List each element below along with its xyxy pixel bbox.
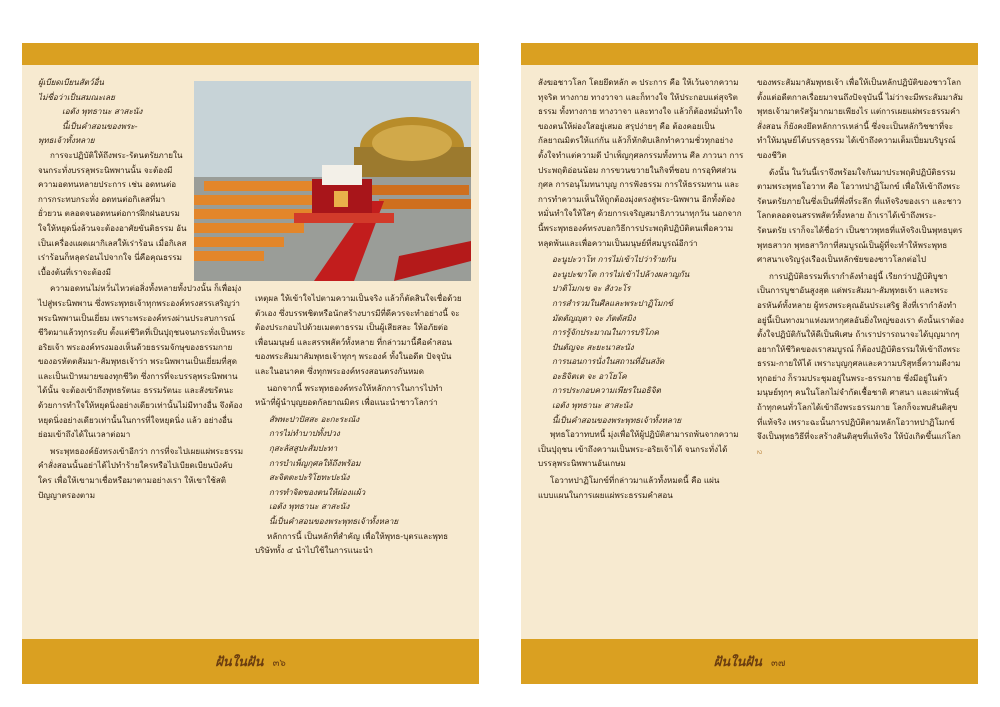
body-paragraph: พุทธโอวาทบทนี้ มุ่งเพื่อให้ผู้ปฏิบัติสามารถพ้นจากความเป็นปุถุชน เข้าถึงความเป็นพระ-อริยเจ้าได้ จนกระทั่งได้บรรลุพระนิพพานอันเกษม bbox=[538, 429, 739, 469]
caption-line: ผู้เบียดเบียนสัตว์อื่น bbox=[38, 77, 104, 87]
verse-line: นี้เป็นคำสอนของพระพุทธเจ้าทั้งหลาย bbox=[552, 414, 682, 425]
verse-line: เอตัง พุทธานะ สาสะนัง bbox=[269, 501, 350, 512]
verse-line: อะนูปะฆาโต การไม่เข้าไปล้างผลาญกัน bbox=[552, 268, 690, 279]
verse-line: มัตตัญญุตา จะ ภัตตัสมิง bbox=[552, 312, 636, 323]
verse-line: อะนูปะวาโท การไม่เข้าไปว่าร้ายกัน bbox=[552, 254, 676, 265]
top-band bbox=[521, 43, 978, 65]
body-paragraph bbox=[757, 269, 965, 459]
left-page bbox=[22, 43, 479, 684]
caption-line: นี้เป็นคำสอนของพระ- bbox=[62, 120, 138, 131]
verse-line: นี้เป็นคำสอนของพระพุทธเจ้าทั้งหลาย bbox=[269, 515, 399, 526]
verse-line: สะจิตตะปะริโยทะปะนัง bbox=[269, 472, 350, 483]
caption-line: ไม่ชื่อว่าเป็นสมณะเลย bbox=[38, 91, 115, 102]
body-paragraph: การจะปฏิบัติให้ถึงพระ-รัตนตรัยภายใน จนกระทั่งบรรลุพระนิพพานนั้น จะต้องมีความอดทนหลายประการ เช่น อดทนต่อการกระทบกระทั่ง อดทนต่อกิเลสที่มายั่วยวน ตลอดจนอดทนต่อการฝึกฝนอบรมใจให้หยุดนิ่งล้วนจะต้องอาศัยขันติธรรม อันเป็นเครื่องแผดเผากิเลสให้เร่าร้อน เมื่อกิเลสเร่าร้อนก็หลุดร่อนไปจากใจ นี่คือคุณธรรมเบื้องต้นที่เราจะต้องมี bbox=[38, 149, 187, 277]
caption-line: เอตัง พุทธานะ สาสะนัง bbox=[62, 106, 143, 117]
verse-line: การนอนการนั่งในสถานที่อันสงัด bbox=[552, 356, 665, 367]
body-paragraph: เหตุผล ให้เข้าใจไปตามความเป็นจริง แล้วก็ตัดสินใจเชื่อด้วยตัวเอง ซึ่งบรรพชิตหรือนักสร้างบารมีที่ดีควรจะทำอย่างนี้ จะต้องประกอบไปด้วยเมตตาธรรม เป็นผู้เสียสละ ให้อภัยต่อเพื่อนมนุษย์ และสรรพสัตว์ทั้งหลาย ที่กล่าวมานี้คือคำสอนของพระสัมมาสัมพุทธเจ้าทุกๆ พระองค์ ทั้งในอดีต ปัจจุบัน และในอนาคต ซึ่งทุกพระองค์ทรงสอนตรงกันหมด bbox=[255, 293, 462, 376]
footer-logo: ฝันในฝัน bbox=[713, 655, 762, 670]
footer-logo: ฝันในฝัน bbox=[215, 655, 264, 670]
verse-line: ปันตัญจะ สะยะนาสะนัง bbox=[552, 341, 634, 352]
left-column-1 bbox=[38, 75, 246, 504]
body-text: การปฏิบัติธรรมที่เรากำลังทำอยู่นี้ เรียกว่าปฏิบัติบูชา เป็นการบูชาอันสูงสุด แด่พระสัมมา-สัมพุทธเจ้า และพระอรหันต์ทั้งหลาย ผู้ทรงพระคุณอันประเสริฐ สิ่งที่เรากำลังทำอยู่นี้เป็นทางมาแห่งมหากุศลอันยิ่งใหญ่ของเรา ดังนั้นเราต้องตั้งใจปฏิบัติกันให้ดีเป็นพิเศษ ถ้าเราปรารถนาจะได้บุญมากๆ อยากให้ชีวิตของเราสมบูรณ์ ก็ต้องปฏิบัติธรรมให้เข้าถึงพระธรรม-กายให้ได้ เพราะบุญกุศลและความบริสุทธิ์ความดีงามทุกอย่าง ก็รวมประชุมอยู่ในพระ-ธรรมกาย ซึ่งมีอยู่ในตัวมนุษย์ทุกๆ คนในโลกไม่จำกัดเชื้อชาติ ศาสนา และเผ่าพันธุ์ ถ้าทุกคนทั่วโลกได้เข้าถึงพระธรรมกาย โลกก็จะพบสันติสุขที่แท้จริง เพราะฉะนั้นการปฏิบัติตามหลักโอวาทปาฏิโมกข์ จึงเป็นพุทธวิธีที่จะสร้างสันติสุขที่แท้จริง ให้บังเกิดขึ้นแก่โลก bbox=[757, 270, 964, 442]
verse-line: การบำเพ็ญกุศลให้ถึงพร้อม bbox=[269, 457, 361, 468]
verse-line: ปาติโมกเข จะ สังวะโร bbox=[552, 283, 631, 294]
body-paragraph: สังฆอชาวโลก โดยยึดหลัก ๓ ประการ คือ ให้เว้นจากความทุจริต ทางกาย ทางวาจา และก็ทางใจ ให้ประกอบแต่สุจริตธรรม ทั้งทางกาย ทางวาจา และทางใจ แล้วก็ต้องหมั่นทำใจของตนให้ผ่องใสอยู่เสมอ สรุปง่ายๆ คือ ต้องคอยเป็นกัลยาณมิตรให้แก่กัน แล้วก็หักดิบเลิกทำความชั่วทุกอย่าง ตั้งใจทำแต่ความดี บำเพ็ญกุศลกรรมทั้งทาน ศีล ภาวนา การประพฤติอ่อนน้อม การขวนขวายในกิจที่ชอบ การอุทิศส่วนกุศล การอนุโมทนาบุญ การฟังธรรม การให้ธรรมทาน และการทำความเห็นให้ถูกต้องมุ่งตรงสู่พระ-นิพพาน อีกทั้งต้องหมั่นทำใจให้ใสๆ ด้วยการเจริญสมาธิภาวนาทุกวัน นอกจากนี้พระพุทธองค์ทรงบอกวิธีการประพฤติปฏิบัติตนเพื่อความหลุดพ้นและเพื่อความเป็นมนุษย์ที่สมบูรณ์อีกว่า bbox=[538, 77, 744, 248]
page-number: ๓๖ bbox=[272, 658, 286, 669]
body-paragraph: พระพุทธองค์ยังทรงเข้าอีกว่า การที่จะไปเผยแผ่พระธรรมคำสั่งสอนนั้นอย่าได้ไปทำร้ายใครหรือไปเบียดเบียนบังคับใคร เพื่อให้เขามาเชื่อหรือมาตามอย่างเรา ให้เขาใช้สติปัญญาตรองตาม bbox=[38, 445, 244, 500]
top-band bbox=[22, 43, 479, 65]
end-ornament-icon: ꩳ bbox=[757, 445, 763, 456]
verse-block bbox=[552, 252, 746, 427]
body-paragraph: โอวาทปาฏิโมกข์ที่กล่าวมาแล้วทั้งหมดนี้ คือ แผ่นแบบแผนในการเผยแผ่พระธรรมคำสอน bbox=[538, 475, 720, 500]
body-paragraph: นอกจากนี้ พระพุทธองค์ทรงให้หลักการในการไปทำหน้าที่ผู้นำบุญยอดกัลยาณมิตร เพื่อแนะนำชาวโลกว่า bbox=[255, 382, 443, 408]
verse-block bbox=[269, 412, 463, 529]
body-paragraph: ความอดทนไม่หวั่นไหวต่อสิ่งทั้งหลายทั้งปวงนั้น ก็เพื่อมุ่งไปสู่พระนิพพาน ซึ่งพระพุทธเจ้าทุกพระองค์ทรงสรรเสริญว่า พระนิพพานเป็นเยี่ยม เพราะพระองค์ทรงผ่านประสบการณ์ชีวิตมาแล้วทุกระดับ ตั้งแต่ชีวิตที่เป็นปุถุชนจนกระทั่งเป็นพระอริยเจ้า พระองค์ทรงมองเห็นด้วยธรรมจักษุของธรรมกายของอรหัตตสัมมา-สัมพุทธเจ้าว่า พระนิพพานเป็นเยี่ยมที่สุด และเป็นเป้าหมายของทุกชีวิต ซึ่งการที่จะบรรลุพระนิพพานได้นั้น จะต้องเข้าถึงพุทธรัตนะ ธรรมรัตนะ และสังฆรัตนะ ด้วยการทำใจให้หยุดนิ่งอย่างเดียวเท่านั้นไม่มีทางอื่น จึงต้องหยุดนิ่งอย่างเดียวเท่านั้นในการที่ใจหยุดนิ่ง แล้ว อย่างอื่นย่อมเข้าถึงได้ในเวลาต่อมา bbox=[38, 283, 246, 440]
verse-line: การทำจิตของตนให้ผ่องแผ้ว bbox=[269, 486, 366, 497]
right-column-1 bbox=[538, 75, 746, 504]
right-column-2 bbox=[757, 75, 965, 460]
body-paragraph: ของพระสัมมาสัมพุทธเจ้า เพื่อให้เป็นหลักปฏิบัติของชาวโลกตั้งแต่อดีตกาลเรื่อยมาจนถึงปัจจุบันนี้ ไม่ว่าจะมีพระสัมมาสัมพุทธเจ้ามาตรัสรู้มากมายเพียงไร แต่การเผยแผ่พระธรรมคำสั่งสอน ก็ยังคงยึดหลักการเหล่านี้ ซึ่งจะเป็นหลักวิชชาที่จะทำให้มนุษย์ได้บรรลุธรรม ได้เข้าถึงความเต็มเปี่ยมบริบูรณ์ของชีวิต bbox=[757, 77, 963, 160]
right-page bbox=[521, 43, 978, 684]
page-number: ๓๗ bbox=[771, 658, 786, 669]
verse-line: สัพพะปาปัสสะ อะกะระณัง bbox=[269, 413, 360, 424]
verse-line: การประกอบความเพียรในอธิจิต bbox=[552, 385, 661, 396]
verse-line: กุสะลัสสูปะสัมปะทา bbox=[269, 442, 338, 453]
verse-line: อะธิจิตเต จะ อาโยโค bbox=[552, 370, 627, 381]
verse-line: การสำรวมในศีลและพระปาฏิโมกข์ bbox=[552, 297, 673, 308]
verse-line: เอตัง พุทธานะ สาสะนัง bbox=[552, 400, 633, 411]
caption-quote bbox=[38, 75, 246, 148]
body-paragraph: หลักการนี้ เป็นหลักที่สำคัญ เพื่อให้พุทธ-บุตรและพุทธบริษัททั้ง ๔ นำไปใช้ในการแนะนำ bbox=[255, 530, 449, 556]
caption-line: พุทธเจ้าทั้งหลาย bbox=[38, 135, 95, 146]
left-column-2 bbox=[255, 291, 463, 560]
verse-line: การไม่ทำบาปทั้งปวง bbox=[269, 428, 340, 439]
page-footer bbox=[521, 651, 978, 672]
page-footer bbox=[22, 651, 479, 672]
verse-line: การรู้จักประมาณในการบริโภค bbox=[552, 327, 659, 338]
body-paragraph: ดังนั้น ในวันนี้เราจึงพร้อมใจกันมาประพฤติปฏิบัติธรรมตามพระพุทธโอวาท คือ โอวาทปาฏิโมกข์ เพื่อให้เข้าถึงพระรัตนตรัยภายในซึ่งเป็นที่พึ่งที่ระลึก ที่แท้จริงของเรา และชาวโลกตลอดจนสรรพสัตว์ทั้งหลาย ถ้าเราได้เข้าถึงพระ-รัตนตรัย เราก็จะได้ชื่อว่า เป็นชาวพุทธที่แท้จริงเป็นพุทธบุตร พุทธสาวก พุทธสาวิกาที่สมบูรณ์เป็นผู้ที่จะทำให้พระพุทธศาสนาเจริญรุ่งเรืองเป็นหลักชัยของชาวโลกต่อไป bbox=[757, 166, 963, 265]
